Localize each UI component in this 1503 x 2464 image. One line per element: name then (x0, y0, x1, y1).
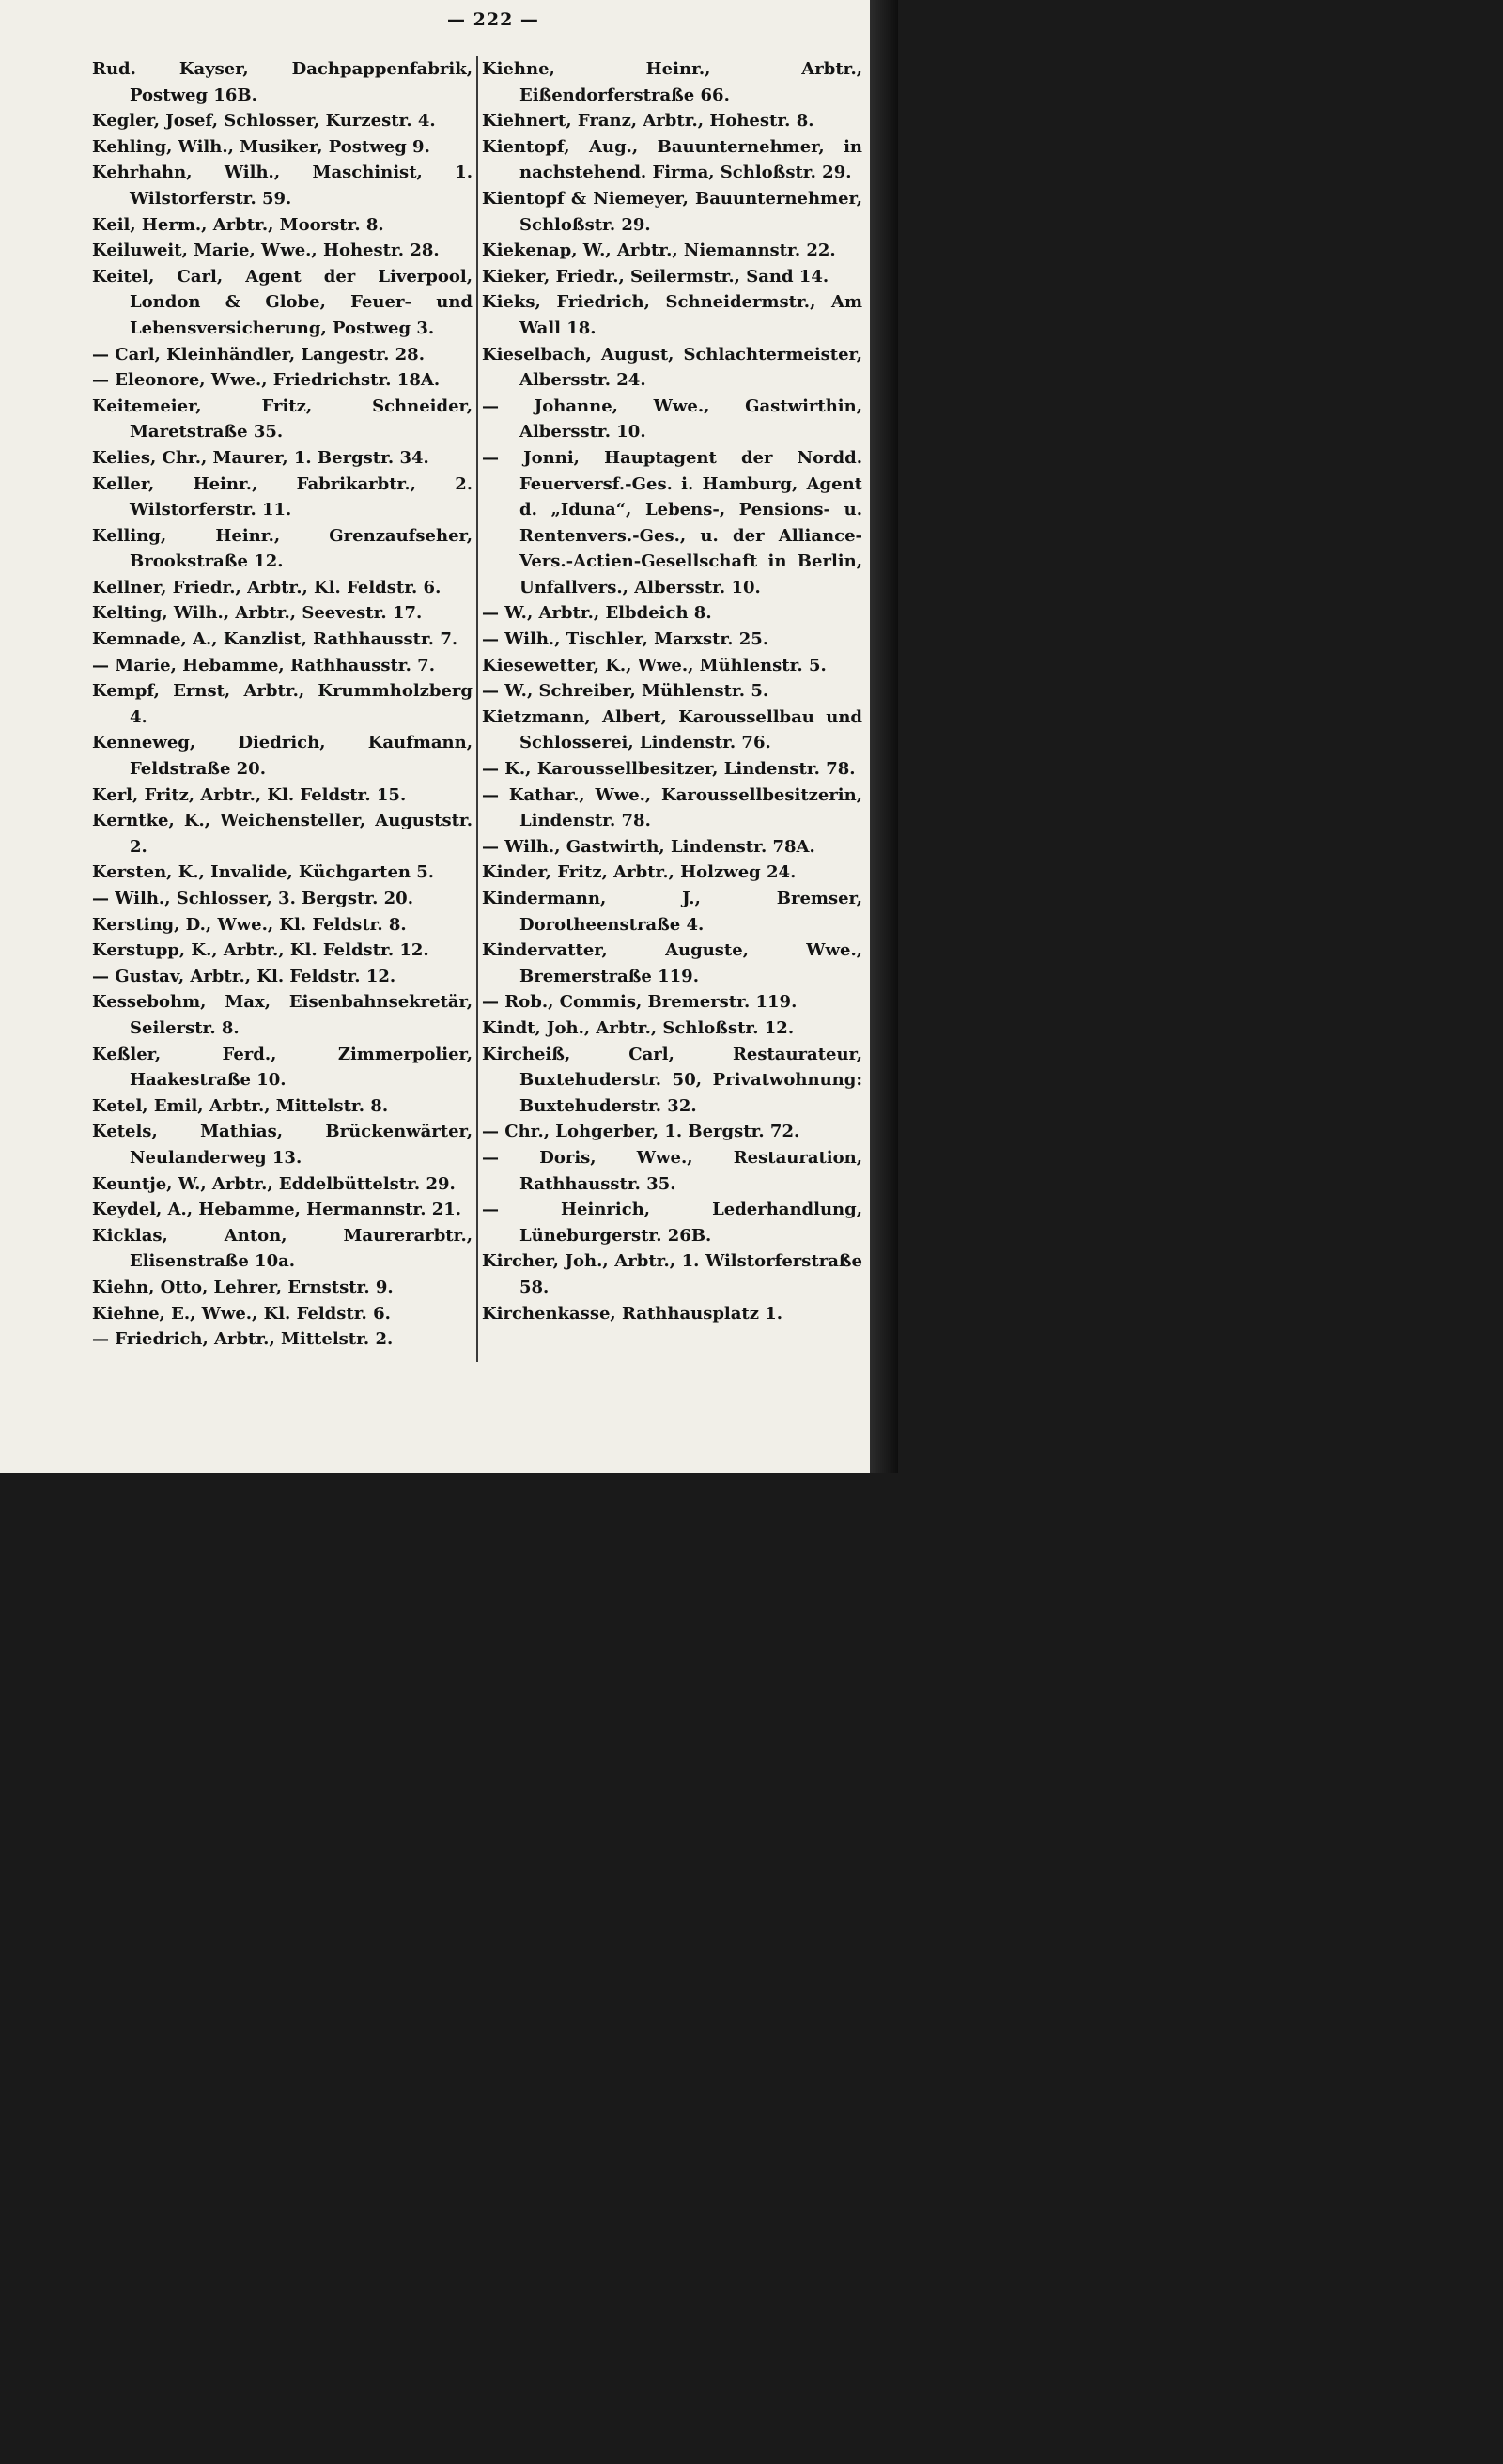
directory-entry: Rud. Kayser, Dachpappenfabrik, Postweg 16B. (92, 59, 473, 105)
directory-entry: — Wilh., Schlosser, 3. Bergstr. 20. (92, 889, 413, 908)
directory-entry: Kiesewetter, K., Wwe., Mühlenstr. 5. (482, 655, 827, 675)
directory-entry: Kindt, Joh., Arbtr., Schloßstr. 12. (482, 1017, 795, 1038)
directory-entry: — Wilh., Gastwirth, Lindenstr. 78A. (482, 836, 815, 857)
left-column (92, 56, 473, 1353)
directory-entry: Kieks, Friedrich, Schneidermstr., Am Wall 18. (482, 292, 862, 338)
directory-entry: Kinder, Fritz, Arbtr., Holzweg 24. (482, 862, 797, 883)
directory-entry: Kelling, Heinr., Grenzaufseher, Brookstraße 12. (92, 525, 473, 572)
directory-entry: Kircher, Joh., Arbtr., 1. Wilstorferstraße 58. (482, 1251, 862, 1297)
page-edge (870, 0, 898, 1473)
directory-entry: — K., Karoussellbesitzer, Lindenstr. 78. (482, 759, 856, 780)
directory-entry: Kemnade, A., Kanzlist, Rathhausstr. 7. (92, 629, 458, 650)
directory-entry: Kelting, Wilh., Arbtr., Seevestr. 17. (92, 603, 423, 624)
column-divider (476, 56, 478, 1362)
directory-entry: Kirchenkasse, Rathhausplatz 1. (482, 1303, 783, 1324)
directory-entry: Kiehne, Heinr., Arbtr., Eißendorferstraße 66. (482, 59, 862, 105)
directory-entry: Kiehne, E., Wwe., Kl. Feldstr. 6. (92, 1303, 391, 1324)
directory-entry: Kicklas, Anton, Maurerarbtr., Elisenstraße 10a. (92, 1225, 473, 1272)
directory-entry: Kiekenap, W., Arbtr., Niemannstr. 22. (482, 240, 836, 261)
directory-entry: Ketel, Emil, Arbtr., Mittelstr. 8. (92, 1095, 389, 1116)
directory-entry: Kerl, Fritz, Arbtr., Kl. Feldstr. 15. (92, 784, 407, 805)
directory-entry: — Carl, Kleinhändler, Langestr. 28. (92, 344, 425, 364)
directory-entry: — Eleonore, Wwe., Friedrichstr. 18A. (92, 370, 441, 391)
directory-entry: — Johanne, Wwe., Gastwirthin, Albersstr. 10. (482, 395, 862, 442)
directory-entry: Keiluweit, Marie, Wwe., Hohestr. 28. (92, 240, 440, 261)
directory-entry: Kiehn, Otto, Lehrer, Ernststr. 9. (92, 1277, 394, 1297)
page-number: — 222 — (447, 9, 539, 30)
directory-entry: — Doris, Wwe., Restauration, Rathhausstr. 35. (482, 1147, 862, 1194)
directory-entry: — W., Schreiber, Mühlenstr. 5. (482, 681, 769, 702)
directory-entry: Keller, Heinr., Fabrikarbtr., 2. Wilstorferstr. 11. (92, 473, 473, 520)
directory-entry: Kehrhahn, Wilh., Maschinist, 1. Wilstorferstr. 59. (92, 163, 473, 209)
directory-entry: Kempf, Ernst, Arbtr., Krummholzberg 4. (92, 681, 473, 727)
directory-entry: Kessebohm, Max, Eisenbahnsekretär, Seilerstr. 8. (92, 992, 473, 1038)
directory-entry: Keßler, Ferd., Zimmerpolier, Haakestraße 10. (92, 1044, 473, 1091)
directory-entry: Kerntke, K., Weichensteller, Auguststr. 2. (92, 811, 473, 857)
directory-entry: Kiehnert, Franz, Arbtr., Hohestr. 8. (482, 111, 814, 132)
directory-entry: — Rob., Commis, Bremerstr. 119. (482, 992, 798, 1013)
directory-entry: — Jonni, Hauptagent der Nordd. Feuerversf.-Ges. i. Hamburg, Agent d. „Iduna“, Lebens-, Pensions- u. Rentenvers.-Ges., u. der Alliance-Vers.-Actien-Gesellschaft in Berlin, Unfallvers., Albersstr. 10. (482, 447, 862, 597)
right-column (482, 56, 862, 1326)
directory-entry: Kieselbach, August, Schlachtermeister, Albersstr. 24. (482, 344, 862, 391)
directory-entry: — Friedrich, Arbtr., Mittelstr. 2. (92, 1329, 394, 1350)
directory-entry: Kerstupp, K., Arbtr., Kl. Feldstr. 12. (92, 940, 429, 961)
directory-page (0, 0, 870, 1473)
directory-entry: — Kathar., Wwe., Karoussellbesitzerin, Lindenstr. 78. (482, 784, 862, 831)
directory-entry: Ketels, Mathias, Brückenwärter, Neulanderweg 13. (92, 1122, 473, 1168)
directory-entry: Keitemeier, Fritz, Schneider, Maretstraße 35. (92, 395, 473, 442)
directory-entry: Keitel, Carl, Agent der Liverpool, London & Globe, Feuer- und Lebensversicherung, Postweg 3. (92, 266, 473, 338)
directory-entry: Keuntje, W., Arbtr., Eddelbüttelstr. 29. (92, 1173, 456, 1194)
directory-entry: Kehling, Wilh., Musiker, Postweg 9. (92, 136, 430, 157)
directory-entry: Kircheiß, Carl, Restaurateur, Buxtehuderstr. 50, Privatwohnung: Buxtehuderstr. 32. (482, 1044, 862, 1116)
directory-entry: Kegler, Josef, Schlosser, Kurzestr. 4. (92, 111, 436, 132)
directory-entry: — Chr., Lohgerber, 1. Bergstr. 72. (482, 1122, 800, 1142)
directory-entry: Keydel, A., Hebamme, Hermannstr. 21. (92, 1200, 462, 1220)
directory-entry: Keil, Herm., Arbtr., Moorstr. 8. (92, 214, 384, 235)
directory-entry: — Heinrich, Lederhandlung, Lüneburgerstr. 26B. (482, 1200, 862, 1246)
directory-entry: Kersting, D., Wwe., Kl. Feldstr. 8. (92, 914, 407, 935)
directory-entry: Kersten, K., Invalide, Küchgarten 5. (92, 862, 435, 883)
directory-entry: Kellner, Friedr., Arbtr., Kl. Feldstr. 6. (92, 577, 442, 597)
directory-entry: Kelies, Chr., Maurer, 1. Bergstr. 34. (92, 447, 429, 468)
directory-entry: Kindermann, J., Bremser, Dorotheenstraße 4. (482, 889, 862, 935)
directory-entry: — Gustav, Arbtr., Kl. Feldstr. 12. (92, 966, 396, 986)
directory-entry: — W., Arbtr., Elbdeich 8. (482, 603, 712, 624)
directory-entry: — Marie, Hebamme, Rathhausstr. 7. (92, 655, 435, 675)
directory-entry: Kieker, Friedr., Seilermstr., Sand 14. (482, 266, 829, 287)
directory-entry: Kientopf & Niemeyer, Bauunternehmer, Schloßstr. 29. (482, 188, 862, 235)
directory-entry: Kietzmann, Albert, Karoussellbau und Schlosserei, Lindenstr. 76. (482, 706, 862, 753)
directory-entry: Kientopf, Aug., Bauunternehmer, in nachstehend. Firma, Schloßstr. 29. (482, 136, 862, 183)
directory-entry: Kindervatter, Auguste, Wwe., Bremerstraße 119. (482, 940, 862, 986)
directory-entry: — Wilh., Tischler, Marxstr. 25. (482, 629, 769, 650)
directory-entry: Kenneweg, Diedrich, Kaufmann, Feldstraße 20. (92, 733, 473, 780)
